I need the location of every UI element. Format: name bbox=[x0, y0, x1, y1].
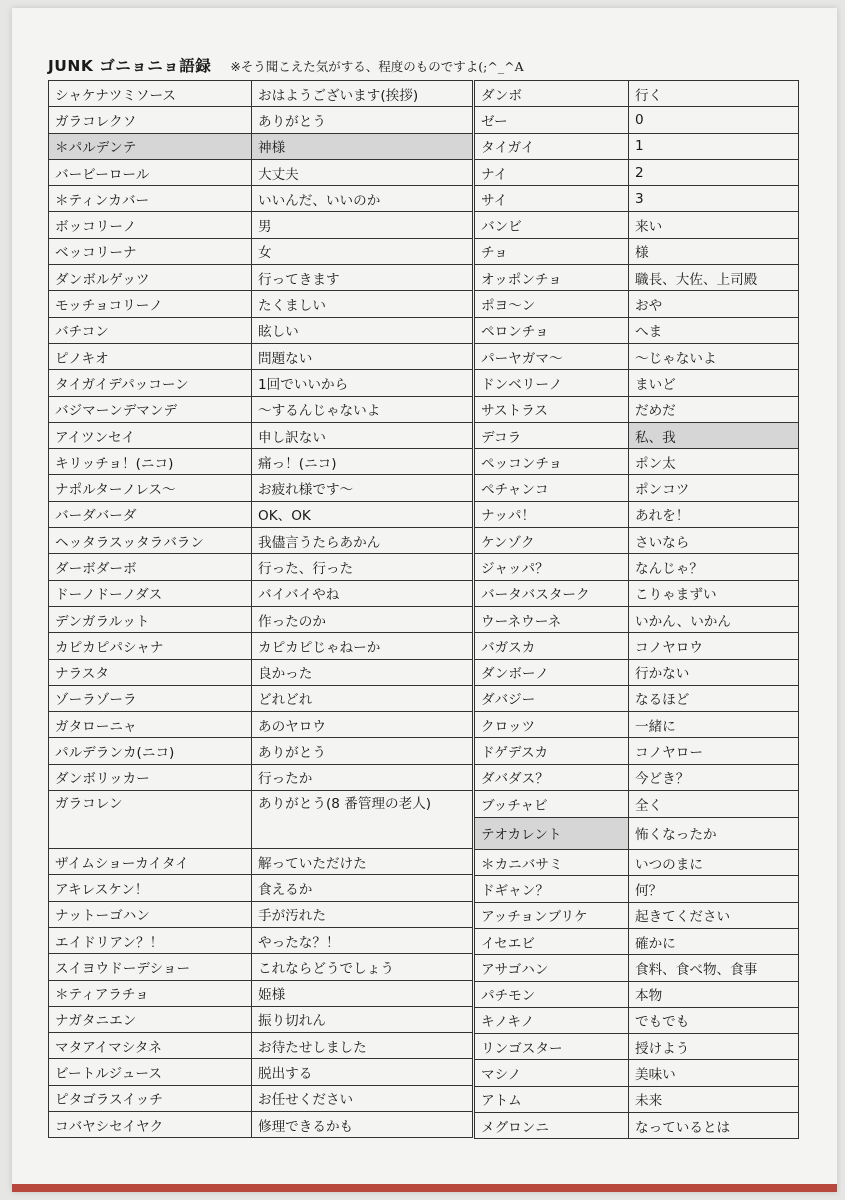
table-row bbox=[475, 633, 799, 659]
meaning-cell: 男 bbox=[252, 212, 473, 238]
term-cell: ベッコリーナ bbox=[49, 238, 252, 264]
table-row bbox=[475, 902, 799, 928]
term-cell: ガラコレン bbox=[49, 791, 252, 849]
term-cell: ペッコンチョ bbox=[475, 449, 629, 475]
table-row bbox=[475, 186, 799, 212]
table-row bbox=[49, 712, 473, 738]
table-row bbox=[475, 501, 799, 527]
table-row bbox=[49, 606, 473, 632]
meaning-cell: 一緒に bbox=[629, 712, 799, 738]
term-cell: モッチョコリーノ bbox=[49, 291, 252, 317]
term-cell: ＊パルデンテ bbox=[49, 133, 252, 159]
meaning-cell: こりゃまずい bbox=[629, 580, 799, 606]
table-row bbox=[475, 81, 799, 107]
page-note: ※そう聞こえた気がする、程度のものですよ(;^_^A bbox=[230, 59, 524, 74]
table-row bbox=[49, 238, 473, 264]
term-cell: ペロンチョ bbox=[475, 317, 629, 343]
term-cell: バンビ bbox=[475, 212, 629, 238]
meaning-cell: 振り切れん bbox=[252, 1006, 473, 1032]
table-row bbox=[475, 370, 799, 396]
meaning-cell: ポンコツ bbox=[629, 475, 799, 501]
meaning-cell: コノヤロー bbox=[629, 738, 799, 764]
term-cell: ペチャンコ bbox=[475, 475, 629, 501]
table-row bbox=[49, 317, 473, 343]
meaning-cell: お待たせしました bbox=[252, 1033, 473, 1059]
meaning-cell: へま bbox=[629, 317, 799, 343]
page-title: JUNK ゴニョニョ語録 bbox=[48, 57, 212, 75]
meaning-cell: 解っていただけた bbox=[252, 849, 473, 875]
term-cell: サイ bbox=[475, 186, 629, 212]
term-cell: ヘッタラスッタラバラン bbox=[49, 528, 252, 554]
term-cell: ピノキオ bbox=[49, 343, 252, 369]
table-row bbox=[49, 1033, 473, 1059]
term-cell: メグロンニ bbox=[475, 1112, 629, 1138]
meaning-cell: だめだ bbox=[629, 396, 799, 422]
meaning-cell: 様 bbox=[629, 238, 799, 264]
term-cell: ダバジー bbox=[475, 685, 629, 711]
table-row bbox=[49, 901, 473, 927]
left-vocab-table bbox=[48, 80, 473, 1138]
meaning-cell: 私、我 bbox=[629, 422, 799, 448]
table-row bbox=[49, 186, 473, 212]
meaning-cell: 行ってきます bbox=[252, 265, 473, 291]
meaning-cell: 3 bbox=[629, 186, 799, 212]
term-cell: タイガイデパッコーン bbox=[49, 370, 252, 396]
meaning-cell: さいなら bbox=[629, 528, 799, 554]
table-row bbox=[475, 554, 799, 580]
table-row bbox=[475, 449, 799, 475]
table-row bbox=[49, 1111, 473, 1137]
term-cell: ウーネウーネ bbox=[475, 606, 629, 632]
table-row bbox=[49, 343, 473, 369]
term-cell: サストラス bbox=[475, 396, 629, 422]
right-vocab-table bbox=[474, 80, 799, 1139]
meaning-cell: 怖くなったか bbox=[629, 817, 799, 850]
meaning-cell: 行った、行った bbox=[252, 554, 473, 580]
meaning-cell: 申し訳ない bbox=[252, 422, 473, 448]
meaning-cell: なんじゃ？ bbox=[629, 554, 799, 580]
meaning-cell: 食料、食べ物、食事 bbox=[629, 955, 799, 981]
term-cell: ＊カニバサミ bbox=[475, 850, 629, 876]
term-cell: チョ bbox=[475, 238, 629, 264]
term-cell: ナイ bbox=[475, 159, 629, 185]
table-row bbox=[475, 606, 799, 632]
header bbox=[48, 54, 808, 78]
meaning-cell: ありがとう bbox=[252, 107, 473, 133]
meaning-cell: 食えるか bbox=[252, 875, 473, 901]
table-row bbox=[475, 396, 799, 422]
table-row bbox=[475, 107, 799, 133]
table-row bbox=[49, 159, 473, 185]
table-row bbox=[475, 159, 799, 185]
table-row bbox=[475, 475, 799, 501]
meaning-cell: なっているとは bbox=[629, 1112, 799, 1138]
term-cell: アトム bbox=[475, 1086, 629, 1112]
meaning-cell: 1回でいいから bbox=[252, 370, 473, 396]
term-cell: ドギャン？ bbox=[475, 876, 629, 902]
term-cell: ピタゴラスイッチ bbox=[49, 1085, 252, 1111]
table-row bbox=[475, 1007, 799, 1033]
meaning-cell: 我儘言うたらあかん bbox=[252, 528, 473, 554]
term-cell: ジャッパ？ bbox=[475, 554, 629, 580]
meaning-cell: 女 bbox=[252, 238, 473, 264]
table-row bbox=[475, 1112, 799, 1138]
term-cell: キノキノ bbox=[475, 1007, 629, 1033]
term-cell: バータバスターク bbox=[475, 580, 629, 606]
term-cell: ナポルターノレス～ bbox=[49, 475, 252, 501]
table-row bbox=[475, 738, 799, 764]
table-row bbox=[49, 422, 473, 448]
meaning-cell: どれどれ bbox=[252, 685, 473, 711]
meaning-cell: 行かない bbox=[629, 659, 799, 685]
meaning-cell: ～じゃないよ bbox=[629, 343, 799, 369]
table-row bbox=[475, 659, 799, 685]
table-row bbox=[49, 685, 473, 711]
table-row bbox=[475, 343, 799, 369]
term-cell: アキレスケン！ bbox=[49, 875, 252, 901]
meaning-cell: おはようございます(挨拶) bbox=[252, 81, 473, 107]
term-cell: バチコン bbox=[49, 317, 252, 343]
term-cell: ザイムショーカイタイ bbox=[49, 849, 252, 875]
meaning-cell: いつのまに bbox=[629, 850, 799, 876]
meaning-cell: まいど bbox=[629, 370, 799, 396]
table-row bbox=[49, 133, 473, 159]
meaning-cell: やったな？！ bbox=[252, 927, 473, 953]
table-row bbox=[475, 685, 799, 711]
term-cell: ＊ティアラチョ bbox=[49, 980, 252, 1006]
meaning-cell: 起きてください bbox=[629, 902, 799, 928]
term-cell: オッポンチョ bbox=[475, 265, 629, 291]
table-row bbox=[49, 791, 473, 849]
term-cell: ダーボダーボ bbox=[49, 554, 252, 580]
term-cell: ケンゾク bbox=[475, 528, 629, 554]
meaning-cell: 神様 bbox=[252, 133, 473, 159]
table-row bbox=[475, 791, 799, 818]
term-cell: バジマーンデマンデ bbox=[49, 396, 252, 422]
meaning-cell: おや bbox=[629, 291, 799, 317]
table-row bbox=[475, 528, 799, 554]
meaning-cell: 良かった bbox=[252, 659, 473, 685]
meaning-cell: ポン太 bbox=[629, 449, 799, 475]
meaning-cell: 全く bbox=[629, 791, 799, 818]
meaning-cell: 本物 bbox=[629, 981, 799, 1007]
meaning-cell: いいんだ、いいのか bbox=[252, 186, 473, 212]
term-cell: カピカピパシャナ bbox=[49, 633, 252, 659]
term-cell: ダンボルゲッツ bbox=[49, 265, 252, 291]
table-row bbox=[475, 850, 799, 876]
meaning-cell: 確かに bbox=[629, 928, 799, 954]
term-cell: ブッチャビ bbox=[475, 791, 629, 818]
table-row bbox=[475, 955, 799, 981]
meaning-cell: ありがとう(8 番管理の老人) bbox=[252, 791, 473, 849]
meaning-cell: OK、OK bbox=[252, 501, 473, 527]
meaning-cell: 2 bbox=[629, 159, 799, 185]
table-row bbox=[475, 712, 799, 738]
meaning-cell: 修理できるかも bbox=[252, 1111, 473, 1137]
table-row bbox=[475, 928, 799, 954]
table-row bbox=[475, 1060, 799, 1086]
table-row bbox=[49, 659, 473, 685]
term-cell: イセエビ bbox=[475, 928, 629, 954]
meaning-cell: あのヤロウ bbox=[252, 712, 473, 738]
meaning-cell: 作ったのか bbox=[252, 606, 473, 632]
table-row bbox=[49, 449, 473, 475]
table-row bbox=[49, 554, 473, 580]
term-cell: ダンボ bbox=[475, 81, 629, 107]
meaning-cell: 職長、大佐、上司殿 bbox=[629, 265, 799, 291]
term-cell: クロッツ bbox=[475, 712, 629, 738]
term-cell: タイガイ bbox=[475, 133, 629, 159]
term-cell: ゾーラゾーラ bbox=[49, 685, 252, 711]
term-cell: キリッチョ！(ニコ) bbox=[49, 449, 252, 475]
meaning-cell: お疲れ様です～ bbox=[252, 475, 473, 501]
term-cell: ダンボーノ bbox=[475, 659, 629, 685]
table-row bbox=[49, 81, 473, 107]
meaning-cell: 痛っ！(ニコ) bbox=[252, 449, 473, 475]
term-cell: ナラスタ bbox=[49, 659, 252, 685]
term-cell: マシノ bbox=[475, 1060, 629, 1086]
table-row bbox=[49, 980, 473, 1006]
term-cell: パーヤガマ～ bbox=[475, 343, 629, 369]
meaning-cell: カピカピじゃねーか bbox=[252, 633, 473, 659]
meaning-cell: たくましい bbox=[252, 291, 473, 317]
table-row bbox=[475, 265, 799, 291]
table-row bbox=[475, 981, 799, 1007]
term-cell: ダバダス？ bbox=[475, 764, 629, 790]
term-cell: アサゴハン bbox=[475, 955, 629, 981]
table-row bbox=[49, 291, 473, 317]
term-cell: ナットーゴハン bbox=[49, 901, 252, 927]
term-cell: ドゲデスカ bbox=[475, 738, 629, 764]
meaning-cell: 大丈夫 bbox=[252, 159, 473, 185]
table-row bbox=[49, 212, 473, 238]
term-cell: マタアイマシタネ bbox=[49, 1033, 252, 1059]
term-cell: デコラ bbox=[475, 422, 629, 448]
meaning-cell: 未来 bbox=[629, 1086, 799, 1112]
term-cell: エイドリアン？！ bbox=[49, 927, 252, 953]
table-row bbox=[49, 580, 473, 606]
table-row bbox=[475, 291, 799, 317]
term-cell: ＊ティンカバー bbox=[49, 186, 252, 212]
meaning-cell: 問題ない bbox=[252, 343, 473, 369]
meaning-cell: 0 bbox=[629, 107, 799, 133]
term-cell: テオカレント bbox=[475, 817, 629, 850]
term-cell: ポヨ～ン bbox=[475, 291, 629, 317]
meaning-cell: ～するんじゃないよ bbox=[252, 396, 473, 422]
term-cell: バーダバーダ bbox=[49, 501, 252, 527]
table-row bbox=[475, 876, 799, 902]
table-row bbox=[49, 849, 473, 875]
table-row bbox=[49, 1006, 473, 1032]
table-row bbox=[49, 396, 473, 422]
table-row bbox=[475, 580, 799, 606]
meaning-cell: コノヤロウ bbox=[629, 633, 799, 659]
table-row bbox=[475, 133, 799, 159]
term-cell: シャケナツミソース bbox=[49, 81, 252, 107]
meaning-cell: 1 bbox=[629, 133, 799, 159]
term-cell: リンゴスター bbox=[475, 1034, 629, 1060]
table-row bbox=[49, 528, 473, 554]
meaning-cell: お任せください bbox=[252, 1085, 473, 1111]
table-row bbox=[475, 238, 799, 264]
term-cell: ガタローニャ bbox=[49, 712, 252, 738]
meaning-cell: なるほど bbox=[629, 685, 799, 711]
meaning-cell: 眩しい bbox=[252, 317, 473, 343]
table-row bbox=[49, 370, 473, 396]
meaning-cell: 今どき？ bbox=[629, 764, 799, 790]
meaning-cell: バイバイやね bbox=[252, 580, 473, 606]
meaning-cell: いかん、いかん bbox=[629, 606, 799, 632]
term-cell: デンガラルット bbox=[49, 606, 252, 632]
table-row bbox=[49, 738, 473, 764]
meaning-cell: ありがとう bbox=[252, 738, 473, 764]
table-row bbox=[49, 265, 473, 291]
term-cell: ナガタニエン bbox=[49, 1006, 252, 1032]
table-row bbox=[49, 764, 473, 790]
table-row bbox=[49, 927, 473, 953]
term-cell: ビートルジュース bbox=[49, 1059, 252, 1085]
meaning-cell: 行ったか bbox=[252, 764, 473, 790]
term-cell: バガスカ bbox=[475, 633, 629, 659]
meaning-cell: 授けよう bbox=[629, 1034, 799, 1060]
term-cell: ダンボリッカー bbox=[49, 764, 252, 790]
table-row bbox=[49, 954, 473, 980]
meaning-cell: 来い bbox=[629, 212, 799, 238]
table-row bbox=[49, 1059, 473, 1085]
table-row bbox=[49, 501, 473, 527]
meaning-cell: 行く bbox=[629, 81, 799, 107]
term-cell: バービーロール bbox=[49, 159, 252, 185]
meaning-cell: あれを！ bbox=[629, 501, 799, 527]
meaning-cell: 何？ bbox=[629, 876, 799, 902]
meaning-cell: 脱出する bbox=[252, 1059, 473, 1085]
meaning-cell: 手が汚れた bbox=[252, 901, 473, 927]
term-cell: スイヨウドーデショー bbox=[49, 954, 252, 980]
table-row bbox=[475, 422, 799, 448]
term-cell: ガラコレクソ bbox=[49, 107, 252, 133]
meaning-cell: 姫様 bbox=[252, 980, 473, 1006]
term-cell: ゼー bbox=[475, 107, 629, 133]
table-row bbox=[49, 475, 473, 501]
table-row bbox=[475, 1086, 799, 1112]
meaning-cell: でもでも bbox=[629, 1007, 799, 1033]
table-row bbox=[49, 875, 473, 901]
term-cell: ナッパ！ bbox=[475, 501, 629, 527]
table-row bbox=[475, 817, 799, 850]
table-row bbox=[49, 107, 473, 133]
term-cell: ドンベリーノ bbox=[475, 370, 629, 396]
table-row bbox=[49, 633, 473, 659]
term-cell: パチモン bbox=[475, 981, 629, 1007]
meaning-cell: 美味い bbox=[629, 1060, 799, 1086]
term-cell: アッチョンブリケ bbox=[475, 902, 629, 928]
term-cell: ボッコリーノ bbox=[49, 212, 252, 238]
table-row bbox=[475, 317, 799, 343]
red-background-edge bbox=[12, 1184, 837, 1192]
term-cell: パルデランカ(ニコ) bbox=[49, 738, 252, 764]
table-row bbox=[475, 212, 799, 238]
table-row bbox=[475, 764, 799, 790]
term-cell: コバヤシセイヤク bbox=[49, 1111, 252, 1137]
term-cell: ドーノドーノダス bbox=[49, 580, 252, 606]
term-cell: アイツンセイ bbox=[49, 422, 252, 448]
meaning-cell: これならどうでしょう bbox=[252, 954, 473, 980]
table-row bbox=[475, 1034, 799, 1060]
table-row bbox=[49, 1085, 473, 1111]
